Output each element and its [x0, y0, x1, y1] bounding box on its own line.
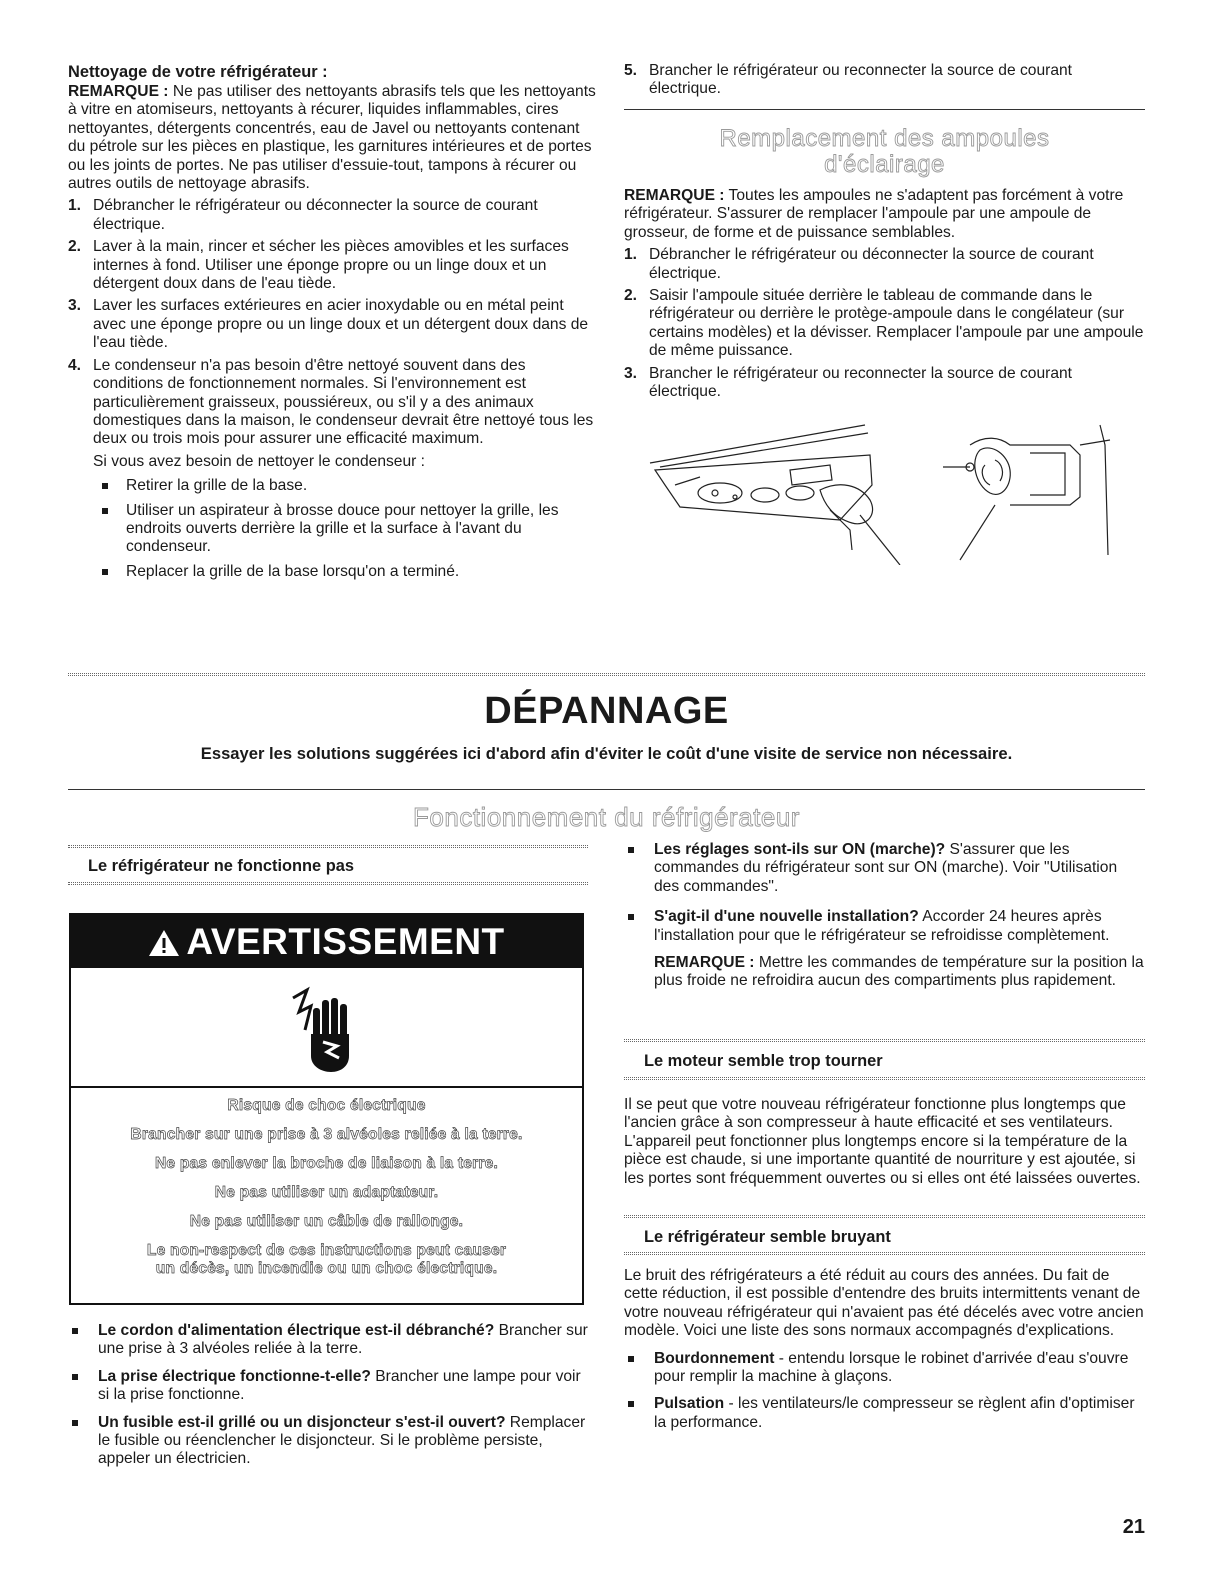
step-number: 1. — [624, 246, 638, 264]
cleaning-step — [68, 297, 596, 352]
cleaning-step-5 — [624, 62, 1145, 99]
step-text: Débrancher le réfrigérateur ou déconnecter la source de courant électrique. — [93, 197, 538, 233]
bulbs-step — [624, 365, 1145, 402]
settings-note — [624, 954, 1145, 991]
dotted-rule — [68, 882, 588, 885]
check-item — [624, 841, 1145, 896]
warning-divider — [71, 1086, 582, 1088]
noise-name: Bourdonnement — [654, 1349, 775, 1367]
bulbs-note — [624, 187, 1145, 242]
operation-section-title: Fonctionnement du réfrigérateur — [413, 802, 800, 832]
warning-banner-text: AVERTISSEMENT — [186, 921, 505, 962]
noise-item — [624, 1350, 1145, 1387]
condenser-bullet: Replacer la grille de la base lorsqu'on a terminé. — [68, 563, 596, 581]
check-question: La prise électrique fonctionne-t-elle? — [98, 1367, 371, 1385]
check-item — [68, 1414, 588, 1469]
not-running-heading: Le réfrigérateur ne fonctionne pas — [88, 857, 354, 875]
warning-line: Ne pas enlever la broche de liaison à la terre. — [154, 1155, 499, 1172]
warning-line: Risque de choc électrique — [227, 1097, 426, 1114]
bulbs-column — [624, 62, 1145, 99]
troubleshooting-title: DÉPANNAGE — [484, 690, 729, 732]
page-number: 21 — [1122, 1516, 1145, 1538]
note-label: REMARQUE : — [654, 954, 755, 972]
warning-icon-area — [71, 968, 582, 1086]
note-text: Mettre les commandes de température sur la position la plus froide ne refroidira aucun des compartiments plus rapidement. — [654, 954, 1144, 990]
step-number: 4. — [68, 356, 82, 374]
bulbs-title-line2: d'éclairage — [824, 151, 945, 178]
check-answer: Remplacer le fusible ou réenclencher le disjoncteur. Si le problème persiste, appeler un électricien. — [98, 1413, 586, 1468]
step-number: 5. — [624, 62, 638, 79]
check-answer: Accorder 24 heures après l'installation pour que le réfrigérateur se refroidisse complètement. — [654, 908, 1110, 944]
bulbs-title-line1: Remplacement des ampoules — [719, 125, 1050, 152]
troubleshooting-subtitle: Essayer les solutions suggérées ici d'abord afin d'éviter le coût d'une visite de service non nécessaire. — [200, 744, 1013, 763]
check-answer: S'assurer que les commandes du réfrigérateur sont sur ON (marche). Voir "Utilisation des commandes". — [654, 841, 1118, 895]
noise-explanation: - les ventilateurs/le compresseur se règlent afin d'optimiser la performance. — [654, 1395, 1135, 1431]
warning-line: Ne pas utiliser un câble de rallonge. — [189, 1213, 464, 1230]
control-panel-drawing — [650, 425, 900, 565]
bulb-replacement-illustration — [640, 415, 1140, 565]
warning-text — [71, 1097, 582, 1289]
condenser-intro: Si vous avez besoin de nettoyer le condenseur : — [93, 452, 426, 470]
cleaning-note-label: REMARQUE : — [68, 83, 169, 100]
dotted-rule — [68, 845, 588, 848]
noise-bullets — [624, 1350, 1145, 1433]
step-text: Laver les surfaces extérieures en acier inoxydable ou en métal peint avec une éponge propre ou un linge doux et un détergent doux dans de l'eau tiède. — [93, 297, 589, 352]
warning-line: Ne pas utiliser un adaptateur. — [214, 1184, 439, 1201]
step-number: 2. — [624, 287, 638, 305]
noise-explanation: - entendu lorsque le robinet d'arrivée d'eau s'ouvre pour remplir la machine à glaçons. — [654, 1349, 1129, 1386]
warning-box — [69, 913, 584, 1305]
electric-shock-hand-icon — [291, 986, 361, 1076]
not-running-bullets — [68, 1322, 588, 1469]
cleaning-note-text: Ne pas utiliser des nettoyants abrasifs tels que les nettoyants à vitre en atomiseurs, nettoyants à récurer, liquides inflammables, cires nettoyantes, détergents concentrés, eau de Javel ou nettoyants contenant du pétrole sur les pièces en plastique, les garnitures intérieures et de portes ou les joints de portes. Ne pas utiliser d'essuie-tout, tampons à récurer ou autres outils de nettoyage abrasifs. — [68, 83, 596, 193]
noisy-text: Le bruit des réfrigérateurs a été réduit au cours des années. Du fait de cette réduction, il est possible d'entendre des bruits intermittents venant de votre nouveau réfrigérateur qui n'avaient pas été décelés avec votre ancien modèle. Voici une liste des sons normaux accompagnés d'explications. — [624, 1267, 1144, 1340]
cleaning-step — [68, 197, 596, 234]
freezer-bulb-drawing — [943, 425, 1110, 560]
cleaning-step — [624, 62, 1145, 99]
cleaning-section — [68, 62, 596, 581]
noise-item — [624, 1395, 1145, 1432]
check-question: Un fusible est-il grillé ou un disjoncteur s'est-il ouvert? — [98, 1413, 506, 1431]
step-number: 3. — [624, 364, 638, 382]
step-number: 2. — [68, 238, 82, 256]
warning-line: Le non-respect de ces instructions peut causer — [146, 1242, 507, 1259]
condenser-bullet: Retirer la grille de la base. — [68, 477, 596, 495]
section-separator — [68, 673, 1145, 676]
dotted-rule — [624, 1039, 1145, 1042]
warning-banner — [71, 915, 582, 968]
bulbs-step — [624, 287, 1145, 361]
motor-text: Il se peut que votre nouveau réfrigérateur fonctionne plus longtemps que l'ancien grâce à son compresseur à haute efficacité et ses ventilateurs. L'appareil peut fonctionner plus longtemps encore si la température de la pièce est chaude, si une importante quantité de nourriture y est ajoutée, si les portes sont fréquemment ouvertes ou si elles ont été laissées ouvertes. — [624, 1096, 1141, 1187]
noisy-heading: Le réfrigérateur semble bruyant — [644, 1228, 891, 1246]
divider — [624, 109, 1145, 110]
step-text: Brancher le réfrigérateur ou reconnecter la source de courant électrique. — [649, 62, 1072, 98]
check-answer: Brancher sur une prise à 3 alvéoles reliée à la terre. — [98, 1322, 588, 1358]
check-item — [68, 1368, 588, 1405]
check-question: Les réglages sont-ils sur ON (marche)? — [654, 841, 946, 858]
check-item — [68, 1322, 588, 1359]
bulbs-step — [624, 246, 1145, 283]
cleaning-title: Nettoyage de votre réfrigérateur : — [68, 63, 328, 81]
bulbs-section — [624, 187, 1145, 401]
warning-triangle-icon — [148, 929, 180, 957]
cleaning-step — [68, 357, 596, 471]
check-answer: Brancher une lampe pour voir si la prise fonctionne. — [98, 1367, 581, 1404]
step-text: Saisir l'ampoule située derrière le tableau de commande dans le réfrigérateur ou derrière le protège-ampoule dans le congélateur (sur certains modèles) et la dévisser. Remplacer l'ampoule par une ampoule de même puissance. — [649, 287, 1144, 360]
step-number: 3. — [68, 297, 82, 315]
dotted-rule — [624, 1077, 1145, 1080]
warning-line: un décès, un incendie ou un choc électrique. — [155, 1260, 498, 1277]
dotted-rule — [624, 1252, 1145, 1255]
cleaning-steps — [68, 197, 596, 471]
not-running-checks — [68, 1322, 588, 1469]
motor-section — [624, 1096, 1145, 1188]
check-item — [624, 908, 1145, 945]
cleaning-step — [68, 238, 596, 293]
motor-heading: Le moteur semble trop tourner — [644, 1052, 883, 1070]
bulbs-note-text: Toutes les ampoules ne s'adaptent pas forcément à votre réfrigérateur. S'assurer de remplacer l'ampoule par une ampoule de grosseur, de forme et de puissance semblables. — [624, 187, 1124, 241]
check-question: Le cordon d'alimentation électrique est-il débranché? — [98, 1322, 495, 1339]
step-text: Débrancher le réfrigérateur ou déconnecter la source de courant électrique. — [649, 246, 1094, 282]
divider — [68, 789, 1145, 790]
dotted-rule — [624, 1215, 1145, 1218]
step-number: 1. — [68, 197, 82, 215]
noise-name: Pulsation — [654, 1395, 725, 1413]
warning-line: Brancher sur une prise à 3 alvéoles reliée à la terre. — [130, 1126, 523, 1143]
troubleshooting-right-column — [624, 841, 1145, 991]
bulbs-note-label: REMARQUE : — [624, 187, 725, 204]
step-text: Le condenseur n'a pas besoin d'être nettoyé souvent dans des conditions de fonctionnement normales. Si l'environnement est particulièrement graisseux, poussiéreux, ou s'il y a des animaux domestiques dans la maison, le condenseur devrait être nettoyé tous les deux ou trois mois pour assurer une efficacité maximum. — [93, 356, 594, 448]
bulbs-title — [624, 126, 1145, 178]
condenser-bullets — [68, 477, 596, 581]
step-text: Brancher le réfrigérateur ou reconnecter la source de courant électrique. — [649, 364, 1072, 401]
settings-bullets — [624, 841, 1145, 945]
check-question: S'agit-il d'une nouvelle installation? — [654, 908, 919, 926]
noisy-section — [624, 1267, 1145, 1432]
step-text: Laver à la main, rincer et sécher les pièces amovibles et les surfaces internes à fond. Utiliser une éponge propre ou un linge doux et un détergent doux dans de l'eau tiède. — [93, 238, 569, 293]
condenser-bullet: Utiliser un aspirateur à brosse douce pour nettoyer la grille, les endroits ouverts derrière la grille et la surface à l'avant du condenseur. — [68, 502, 596, 557]
bulbs-steps — [624, 246, 1145, 401]
cleaning-note — [68, 83, 596, 193]
